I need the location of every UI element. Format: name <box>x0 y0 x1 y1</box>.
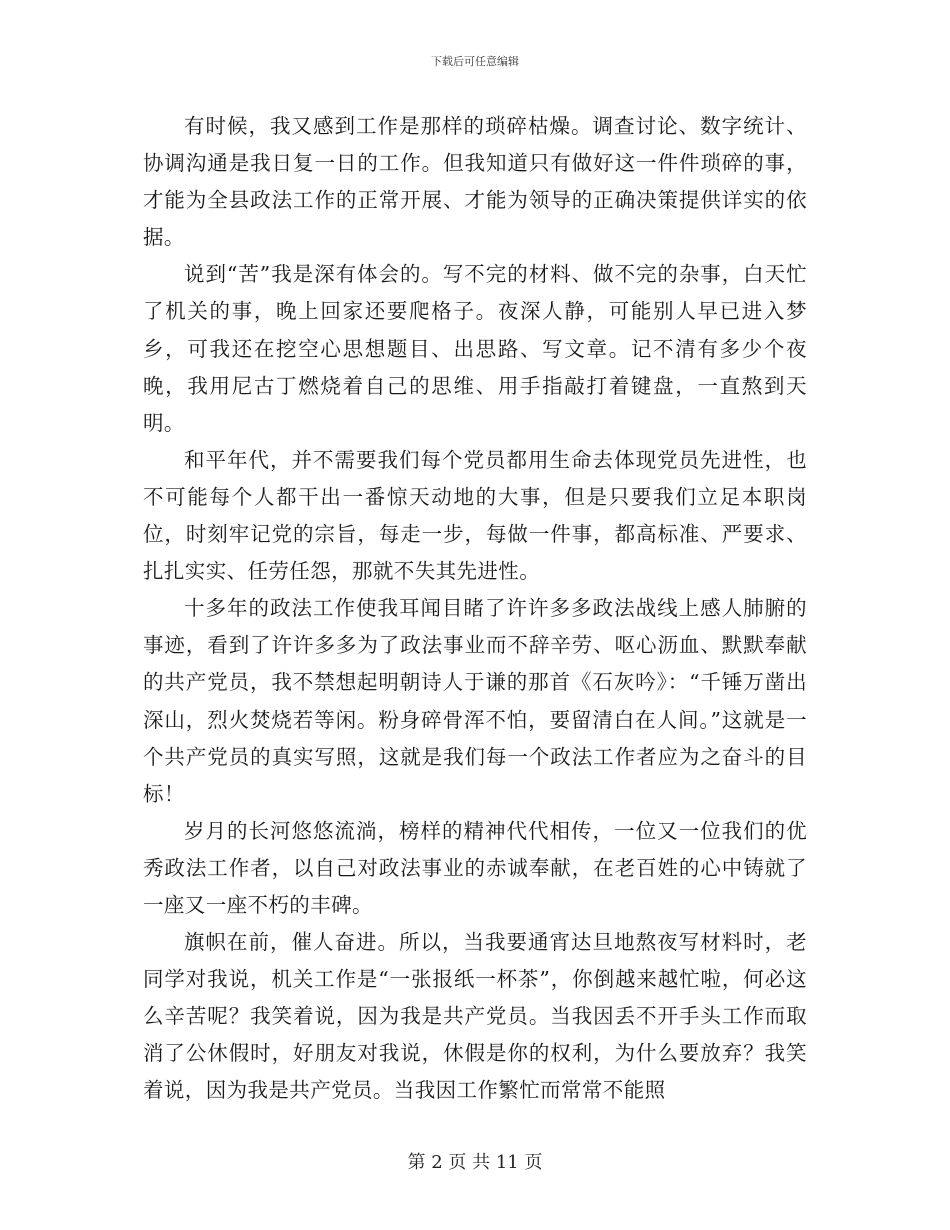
paragraph-3: 和平年代，并不需要我们每个党员都用生命去体现党员先进性，也不可能每个人都干出一番惊天动地的大事，但是只要我们立足本职岗位，时刻牢记党的宗旨，每走一步，每做一件事，都高标准、严要求、扎扎实实、任劳任怨，那就不失其先进性。 <box>143 447 807 584</box>
page-number-footer: 第 2 页 共 11 页 <box>407 1152 543 1173</box>
document-body <box>143 108 807 1110</box>
paragraph-1: 有时候，我又感到工作是那样的琐碎枯燥。调查讨论、数字统计、协调沟通是我日复一日的工作。但我知道只有做好这一件件琐碎的事，才能为全县政法工作的正常开展、才能为领导的正确决策提供详实的依据。 <box>143 114 807 250</box>
page-header-note: 下载后可任意编辑 <box>431 55 519 68</box>
paragraph-2: 说到“苦”我是深有体会的。写不完的材料、做不完的杂事，白天忙了机关的事，晚上回家还要爬格子。夜深人静，可能别人早已进入梦乡，可我还在挖空心思想题目、出思路、写文章。记不清有多少个夜晚，我用尼古丁燃烧着自己的思维、用手指敲打着键盘，一直熬到天明。 <box>143 262 807 435</box>
paragraph-6: 旗帜在前，催人奋进。所以，当我要通宵达旦地熬夜写材料时，老同学对我说，机关工作是“一张报纸一杯茶”，你倒越来越忙啦，何必这么辛苦呢？我笑着说，因为我是共产党员。当我因丢不开手头工作而取消了公休假时，好朋友对我说，休假是你的权利，为什么要放弃？我笑着说，因为我是共产党员。当我因工作繁忙而常常不能照 <box>143 930 807 1103</box>
paragraph-4: 十多年的政法工作使我耳闻目睹了许许多多政法战线上感人肺腑的事迹，看到了许许多多为了政法事业而不辞辛劳、呕心沥血、默默奉献的共产党员，我不禁想起明朝诗人于谦的那首《石灰吟》：“千锤万凿出深山，烈火焚烧若等闲。粉身碎骨浑不怕，要留清白在人间。”这就是一个共产党员的真实写照，这就是我们每一个政法工作者应为之奋斗的目标！ <box>143 596 807 806</box>
paragraph-5: 岁月的长河悠悠流淌，榜样的精神代代相传，一位又一位我们的优秀政法工作者，以自己对政法事业的赤诚奉献，在老百姓的心中铸就了一座又一座不朽的丰碑。 <box>143 818 807 917</box>
